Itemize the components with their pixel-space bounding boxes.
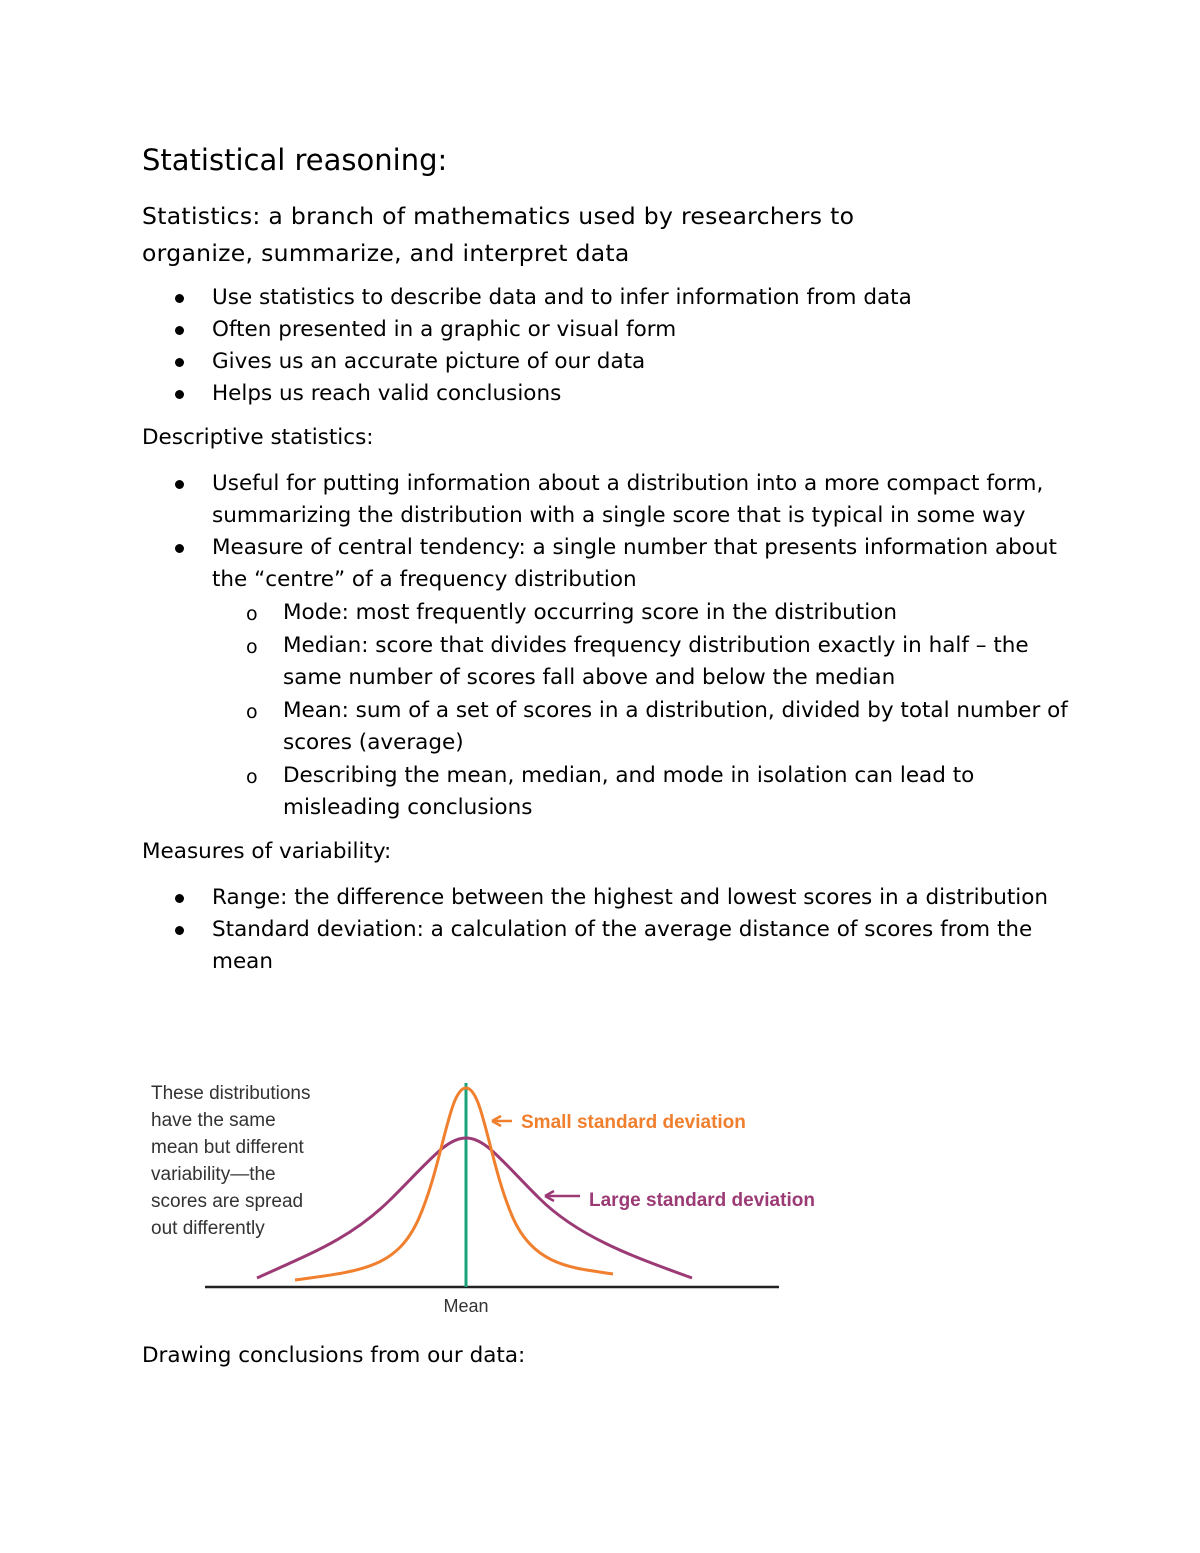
mean-label: Mean [443,1296,489,1316]
large-sd-label: Large standard deviation [589,1190,815,1211]
list-item-text: Useful for putting information about a distribution into a more compact form, summarizing the distribution with a single score that is typical in some way [212,471,1044,528]
figure-caption-line: mean but different [151,1137,304,1158]
list-item: Helps us reach valid conclusions [142,378,1072,410]
figure-caption-line: These distributions [151,1083,311,1104]
list-item: Standard deviation: a calculation of the average distance of scores from the mean [142,914,1072,978]
definition-line-1: Statistics: a branch of mathematics used by researchers to [142,202,855,230]
list-item [142,468,1072,532]
list-item-text: Measure of central tendency: a single number that presents information about the “centre” of a frequency distribution [212,535,1057,592]
intro-bullet-list [142,282,1072,410]
small-sd-label: Small standard deviation [521,1112,746,1133]
conclusions-heading: Drawing conclusions from our data: [142,1343,526,1368]
figure-caption-line: out differently [151,1218,265,1239]
definition-line-2: organize, summarize, and interpret data [142,239,630,267]
figure-caption-line: have the same [151,1110,276,1131]
variability-heading: Measures of variability: [142,839,392,864]
descriptive-heading: Descriptive statistics: [142,425,374,450]
list-item: Range: the difference between the highest and lowest scores in a distribution [142,882,1072,914]
central-tendency-sublist [212,597,1072,824]
sub-list-item: o Describing the mean, median, and mode in isolation can lead to misleading conclusions [212,760,1072,824]
figure-caption-line: scores are spread [151,1191,304,1212]
list-item: Often presented in a graphic or visual form [142,314,1072,346]
document-page [142,138,1072,990]
descriptive-bullet-list [142,468,1072,824]
distribution-diagram [147,1073,827,1318]
list-item: Gives us an accurate picture of our data [142,346,1072,378]
figure-caption-line: variability—the [151,1164,276,1185]
distribution-figure [147,1073,827,1318]
sub-list-item: o Mean: sum of a set of scores in a distribution, divided by total number of scores (average) [212,695,1072,759]
list-item: Use statistics to describe data and to infer information from data [142,282,1072,314]
list-item [142,532,1072,824]
variability-bullet-list [142,882,1072,978]
sub-list-item: o Median: score that divides frequency distribution exactly in half – the same number of scores fall above and below the median [212,630,1072,694]
sub-list-item: o Mode: most frequently occurring score in the distribution [212,597,1072,629]
page-title: Statistical reasoning: [142,143,448,177]
